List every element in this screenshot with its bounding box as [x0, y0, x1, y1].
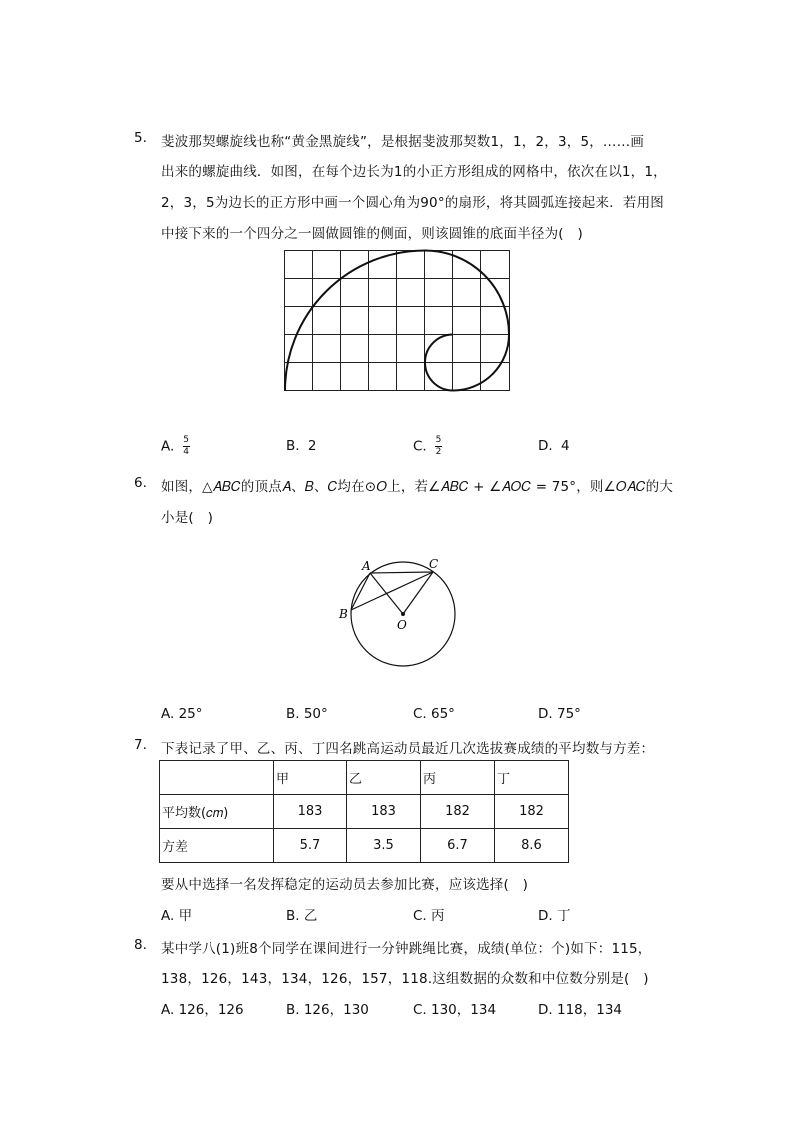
- q5-line-4: 中接下来的一个四分之一圆做圆锥的侧面，则该圆锥的底面半径为( ): [161, 226, 583, 242]
- q5-line-2: 出来的螺旋曲线．如图，在每个边长为1的小正方形组成的网格中，依次在以1，1，: [161, 164, 667, 180]
- q5-option-d-label: D.: [538, 438, 553, 454]
- q5-option-c-fraction: [435, 436, 442, 457]
- grid: [285, 251, 510, 391]
- q6-option-b[interactable]: B. 50°: [286, 706, 328, 722]
- q5-option-b-label: B.: [286, 438, 300, 454]
- segment-oa: [370, 573, 403, 614]
- table-cell: 5.7: [274, 829, 347, 863]
- q8-option-a[interactable]: A. 126，126: [161, 1002, 244, 1018]
- q8-option-b[interactable]: B. 126，130: [286, 1002, 369, 1018]
- q5-option-c-denominator: 2: [435, 447, 442, 457]
- table-header-cell: 甲: [274, 761, 347, 795]
- table-header-cell: 丙: [421, 761, 495, 795]
- q5-option-c[interactable]: [413, 436, 442, 457]
- q5-line-3: 2，3，5为边长的正方形中画一个圆心角为90°的扇形，将其圆弧连接起来．若用图: [161, 195, 664, 211]
- table-row-label: 方差: [160, 829, 274, 863]
- table-row: [160, 795, 569, 829]
- q8-option-c[interactable]: C. 130，134: [413, 1002, 497, 1018]
- q7-number: 7.: [134, 737, 147, 753]
- q6-number: 6.: [134, 475, 147, 491]
- q5-option-d-value: 4: [560, 438, 570, 454]
- table-header-cell: 乙: [347, 761, 421, 795]
- q8-number: 8.: [134, 937, 147, 953]
- label-a: A: [362, 559, 371, 573]
- label-o: O: [397, 618, 407, 632]
- circle-triangle-figure: [336, 556, 466, 672]
- q8-line-2: 138，126，143，134，126，157，118.这组数据的众数和中位数分别是( ): [161, 971, 649, 987]
- q7-question: 要从中选择一名发挥稳定的运动员去参加比赛，应该选择( ): [161, 877, 529, 893]
- q7-intro: 下表记录了甲、乙、丙、丁四名跳高运动员最近几次选拔赛成绩的平均数与方差：: [161, 741, 655, 757]
- table-cell: 182: [495, 795, 569, 829]
- segment-ab: [351, 573, 370, 610]
- q6-option-d[interactable]: D. 75°: [538, 706, 581, 722]
- table-header-row: [160, 761, 569, 795]
- segment-bc: [351, 572, 433, 610]
- q5-option-b-value: 2: [307, 438, 317, 454]
- q5-option-a[interactable]: [161, 436, 190, 457]
- q5-option-b[interactable]: [286, 438, 316, 454]
- table-cell: 182: [421, 795, 495, 829]
- q5-option-d[interactable]: [538, 438, 570, 454]
- q7-option-d[interactable]: D. 丁: [538, 908, 571, 924]
- q5-number: 5.: [134, 130, 147, 146]
- q6-line-2: 小是( ): [161, 510, 214, 526]
- q5-option-c-label: C.: [413, 438, 427, 455]
- table-row-label: 平均数(𝑐𝑚): [160, 795, 274, 829]
- table-cell: 183: [347, 795, 421, 829]
- q6-line-1: 如图，△𝐴𝐵𝐶的顶点𝐴、𝐵、𝐶均在⊙𝑂上，若∠𝐴𝐵𝐶 + ∠𝐴𝑂𝐶 = 75°，则∠𝑂𝐴𝐶的大: [161, 479, 674, 495]
- table-cell: 6.7: [421, 829, 495, 863]
- q5-option-a-numerator: 5: [183, 435, 189, 445]
- table-header-cell: 丁: [495, 761, 569, 795]
- q5-option-a-denominator: 4: [183, 447, 189, 457]
- q7-option-a[interactable]: A. 甲: [161, 908, 193, 924]
- label-b: B: [339, 607, 348, 621]
- q6-option-c[interactable]: C. 65°: [413, 706, 455, 722]
- label-c: C: [429, 557, 439, 571]
- fibonacci-spiral-figure: [284, 250, 510, 392]
- scores-table: [159, 760, 569, 863]
- q6-option-a[interactable]: A. 25°: [161, 706, 203, 722]
- q7-option-c[interactable]: C. 丙: [413, 908, 445, 924]
- q5-line-1: 斐波那契螺旋线也称“黄金黑旋线”，是根据斐波那契数1，1，2，3，5，……画: [161, 134, 645, 150]
- q5-option-c-numerator: 5: [435, 435, 442, 445]
- table-cell: 8.6: [495, 829, 569, 863]
- q5-option-a-fraction: [183, 436, 190, 457]
- q8-line-1: 某中学八(1)班8个同学在课间进行一分钟跳绳比赛，成绩(单位：个)如下：115，: [161, 941, 652, 957]
- table-cell: 3.5: [347, 829, 421, 863]
- segment-ac: [370, 572, 433, 573]
- table-row: [160, 829, 569, 863]
- q7-option-b[interactable]: B. 乙: [286, 908, 318, 924]
- q5-option-a-label: A.: [161, 438, 175, 455]
- q8-option-d[interactable]: D. 118，134: [538, 1002, 623, 1018]
- table-cell: 183: [274, 795, 347, 829]
- center-point-o: [401, 612, 405, 616]
- table-header-cell: [160, 761, 274, 795]
